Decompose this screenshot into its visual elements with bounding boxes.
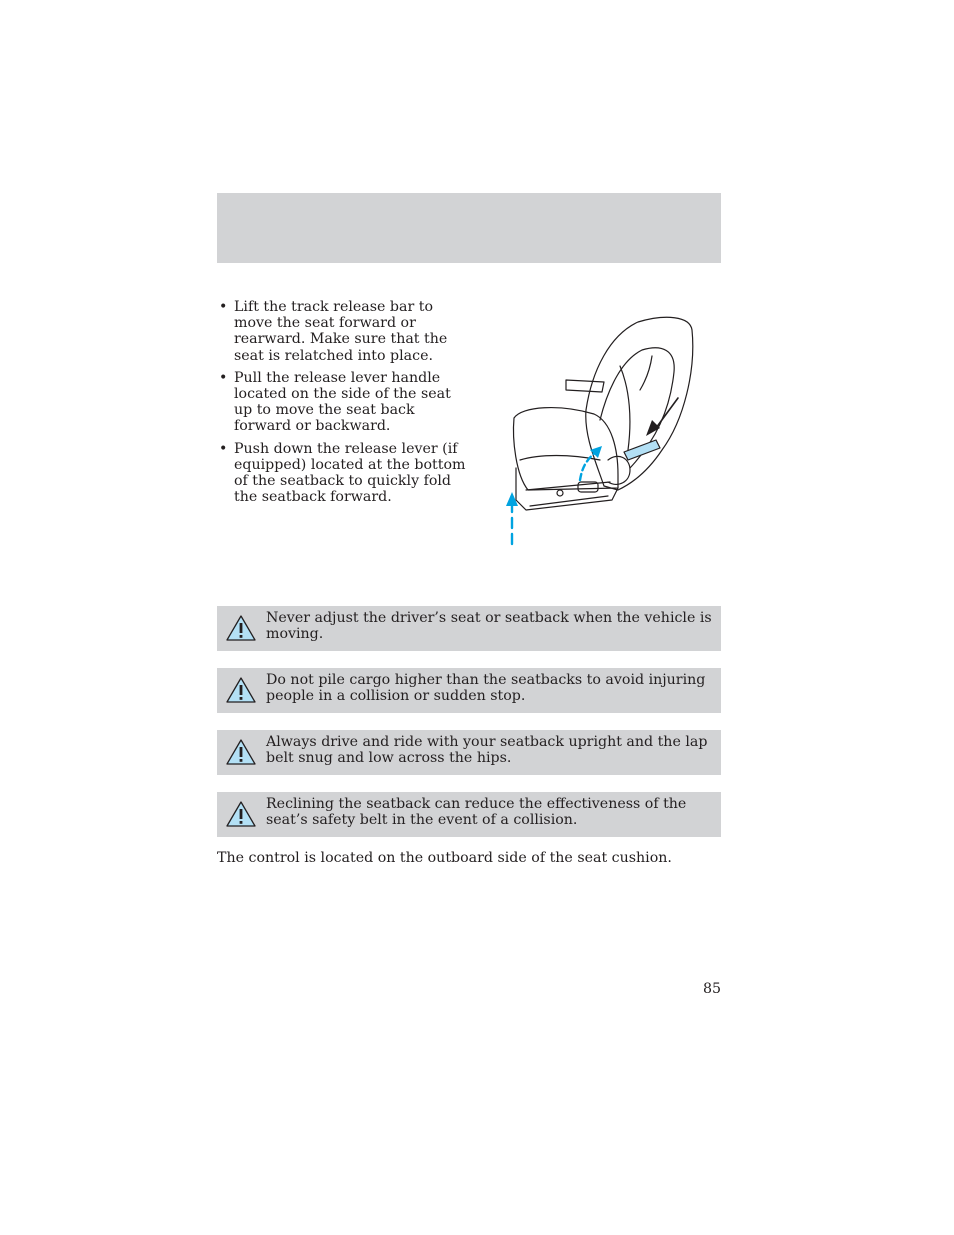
warning-triangle-icon xyxy=(225,800,257,828)
headrest-handle xyxy=(566,380,604,392)
arrow-down-icon xyxy=(656,398,678,428)
bullet-dot: • xyxy=(219,369,228,386)
warning-text: Always drive and ride with your seatback upright and the lap belt snug and low across the hips. xyxy=(266,734,708,767)
seatback-inner-line xyxy=(620,366,630,450)
instruction-item xyxy=(217,441,473,506)
cushion-side-bolster xyxy=(608,456,630,484)
base-bolt xyxy=(557,490,563,496)
bullet-dot: • xyxy=(219,299,228,315)
seatback-shape xyxy=(586,317,693,490)
warning-box xyxy=(217,730,721,775)
warning-text: Never adjust the driver’s seat or seatback when the vehicle is moving. xyxy=(266,610,712,643)
seatback-inner-line xyxy=(640,356,652,390)
warning-triangle-icon xyxy=(225,676,257,704)
seat-illustration xyxy=(500,310,700,550)
warning-text: Do not pile cargo higher than the seatbacks to avoid injuring people in a collision or sudden stop. xyxy=(266,672,706,705)
instruction-item xyxy=(217,299,473,364)
warning-triangle-icon xyxy=(225,614,257,642)
instruction-list xyxy=(217,299,473,511)
seat-cushion-shape xyxy=(514,408,618,490)
warning-triangle-icon xyxy=(225,738,257,766)
warning-box xyxy=(217,792,721,837)
body-paragraph: The control is located on the outboard side of the seat cushion. xyxy=(217,850,672,866)
warning-text: Reclining the seatback can reduce the effectiveness of the seat’s safety belt in the event of a collision. xyxy=(266,796,687,829)
warning-box xyxy=(217,606,721,651)
page-number: 85 xyxy=(702,981,721,997)
warning-box xyxy=(217,668,721,713)
instruction-text: Pull the release lever handle located on the side of the seat up to move the seat back forward or backward. xyxy=(234,369,451,435)
instruction-text: Push down the release lever (if equipped) located at the bottom of the seatback to quickly fold the seatback forward. xyxy=(234,440,466,506)
instruction-item xyxy=(217,370,473,435)
bullet-dot: • xyxy=(219,440,228,457)
arrow-down-icon xyxy=(646,420,660,436)
section-header-band xyxy=(217,193,721,263)
instruction-text: Lift the track release bar to move the seat forward or rearward. Make sure that the seat is relatched into place. xyxy=(234,299,448,364)
